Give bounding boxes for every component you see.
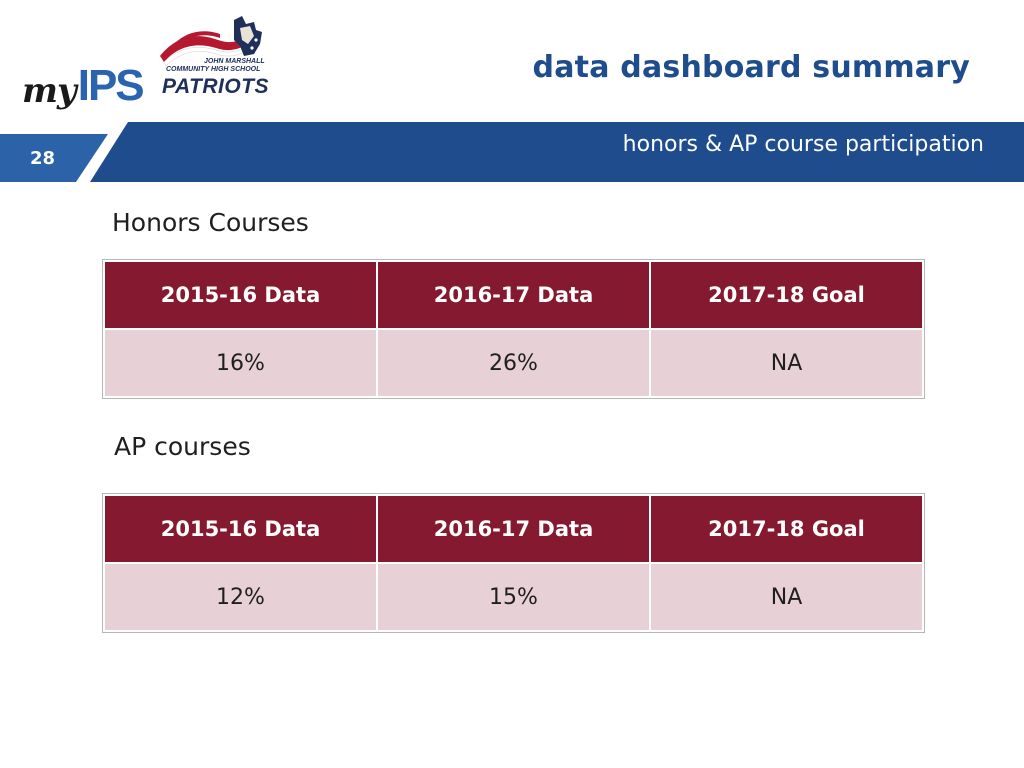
column-header: 2016-17 Data [377, 495, 650, 563]
table-cell: 12% [104, 563, 377, 631]
table-cell: 16% [104, 329, 377, 397]
patriots-logo [156, 14, 276, 100]
column-header: 2015-16 Data [104, 495, 377, 563]
table-header-row [104, 495, 923, 563]
ap-heading: AP courses [114, 432, 251, 461]
honors-heading: Honors Courses [112, 208, 309, 237]
table-cell: NA [650, 563, 923, 631]
myips-logo [22, 46, 148, 111]
column-header: 2016-17 Data [377, 261, 650, 329]
table-row [104, 563, 923, 631]
honors-table [103, 260, 924, 398]
table-cell: NA [650, 329, 923, 397]
school-name-line-2: COMMUNITY HIGH SCHOOL [166, 66, 261, 73]
column-header: 2015-16 Data [104, 261, 377, 329]
table-cell: 26% [377, 329, 650, 397]
school-name-line-1: JOHN MARSHALL [204, 58, 265, 65]
table-row [104, 329, 923, 397]
table-cell: 15% [377, 563, 650, 631]
slide-number: 28 [30, 148, 56, 169]
table-header-row [104, 261, 923, 329]
school-mascot-name: PATRIOTS [162, 75, 270, 98]
myips-logo-prefix: my [22, 71, 76, 111]
column-header: 2017-18 Goal [650, 495, 923, 563]
myips-logo-suffix: IPS [77, 61, 143, 110]
page-subtitle: honors & AP course participation [622, 132, 984, 157]
page-title: data dashboard summary [532, 50, 970, 85]
column-header: 2017-18 Goal [650, 261, 923, 329]
ap-table [103, 494, 924, 632]
